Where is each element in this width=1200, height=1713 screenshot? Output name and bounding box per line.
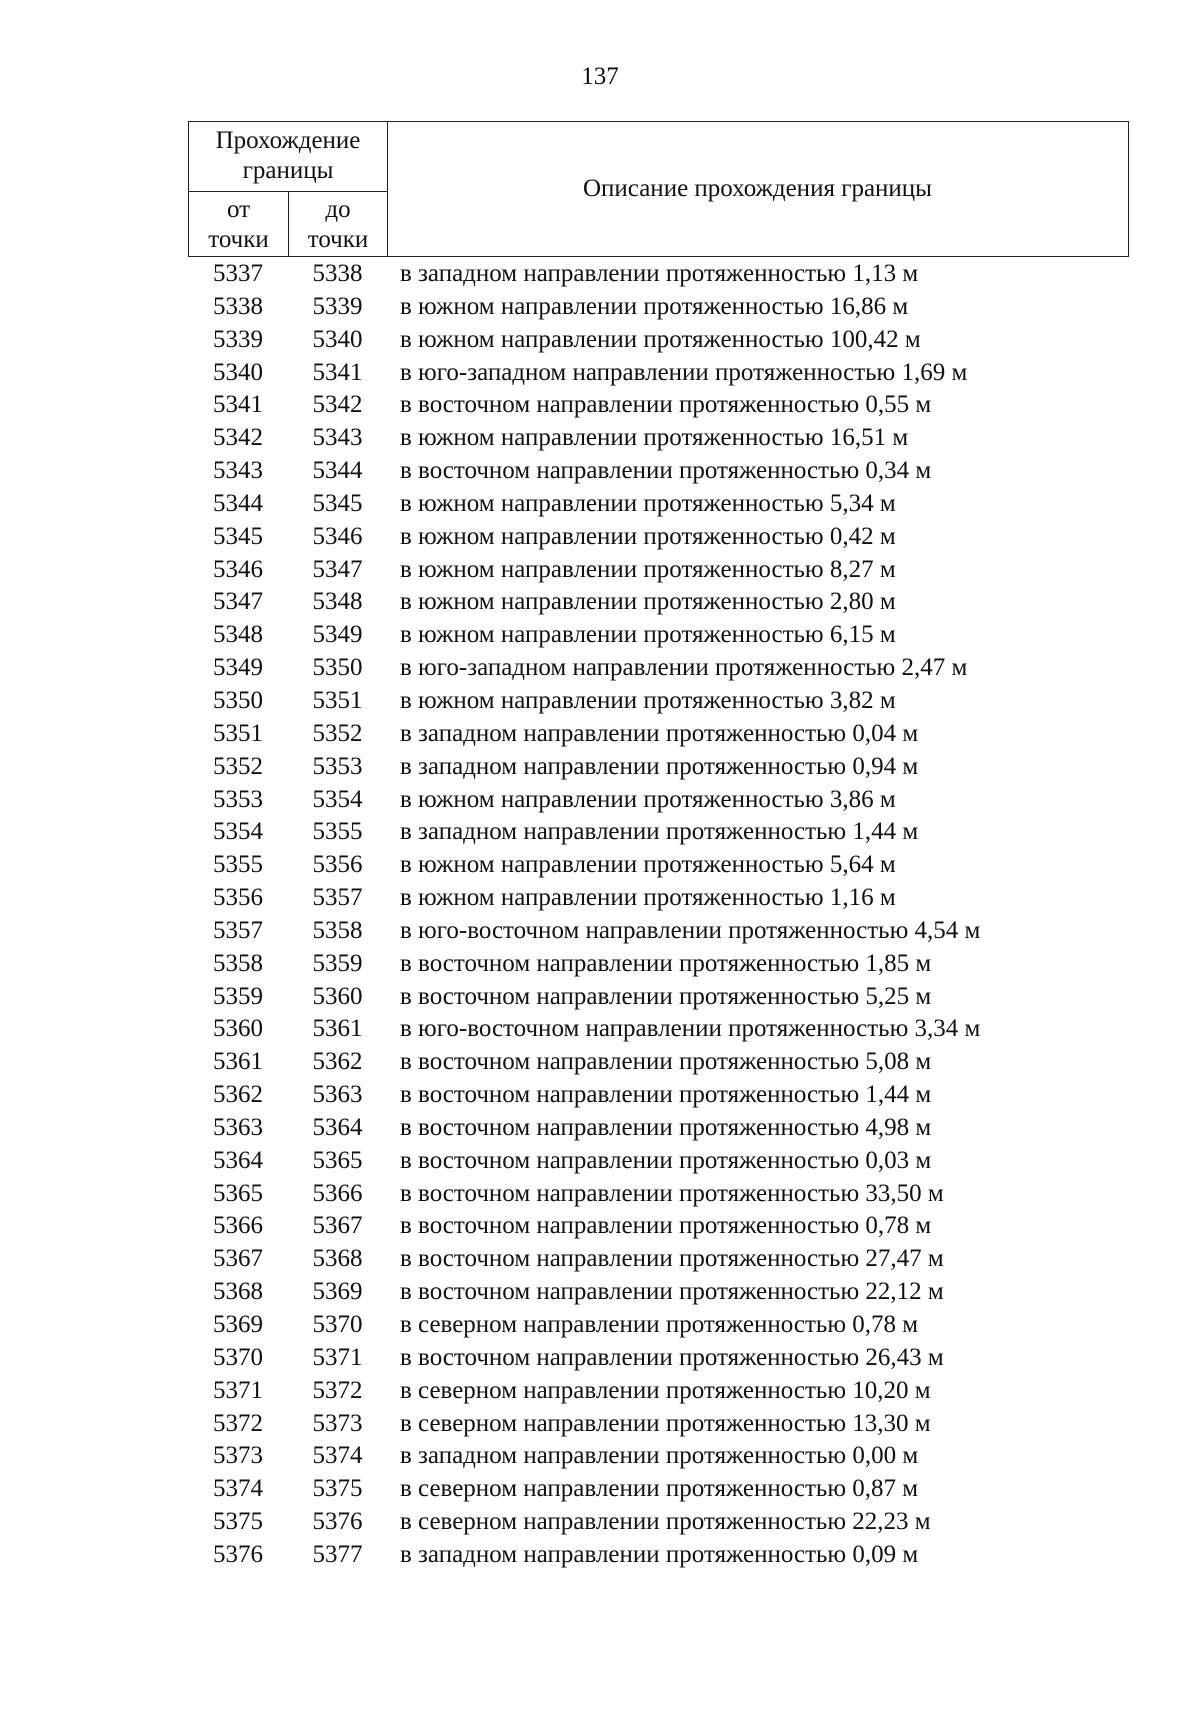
cell-description: в южном направлении протяженностью 16,86 м — [400, 292, 909, 320]
cell-description: в южном направлении протяженностью 8,27 м — [400, 555, 896, 583]
cell-to-point: 5355 — [312, 818, 363, 846]
cell-to-point: 5346 — [312, 522, 363, 550]
cell-to-point: 5351 — [312, 686, 363, 714]
cell-from-point: 5367 — [213, 1245, 263, 1273]
cell-from-point: 5356 — [213, 884, 263, 912]
cell-description: в южном направлении протяженностью 3,86 м — [400, 785, 896, 813]
table-row — [188, 357, 1128, 390]
cell-description: в восточном направлении протяженностью 0,03 м — [400, 1146, 932, 1174]
table-row — [188, 1408, 1128, 1441]
header-passage — [189, 122, 388, 192]
cell-description: в северном направлении протяженностью 10,20 м — [400, 1376, 931, 1404]
cell-description: в восточном направлении протяженностью 0,55 м — [400, 391, 932, 419]
table-row — [188, 849, 1128, 882]
table-row — [188, 751, 1128, 784]
table-row — [188, 882, 1128, 915]
table-row — [188, 1145, 1128, 1178]
table-row — [188, 685, 1128, 718]
cell-description: в восточном направлении протяженностью 0,34 м — [400, 457, 932, 485]
cell-from-point: 5351 — [213, 719, 263, 747]
table-row — [188, 981, 1128, 1014]
table-row — [188, 1506, 1128, 1539]
cell-description: в западном направлении протяженностью 0,04 м — [400, 719, 919, 747]
cell-description: в северном направлении протяженностью 22,23 м — [400, 1508, 931, 1536]
cell-description: в южном направлении протяженностью 16,51 м — [400, 424, 909, 452]
header-from-line2: точки — [208, 226, 269, 253]
table-row — [188, 291, 1128, 324]
table-row — [188, 389, 1128, 422]
cell-from-point: 5365 — [213, 1179, 263, 1207]
cell-description: в южном направлении протяженностью 100,42 м — [400, 325, 921, 353]
cell-to-point: 5354 — [312, 785, 363, 813]
cell-to-point: 5364 — [312, 1113, 363, 1141]
cell-description: в восточном направлении протяженностью 5,08 м — [400, 1048, 932, 1076]
cell-from-point: 5368 — [213, 1278, 263, 1306]
cell-to-point: 5375 — [312, 1475, 363, 1503]
header-to-line2: точки — [307, 226, 369, 253]
header-passage-line1: Прохождение — [215, 127, 361, 154]
cell-to-point: 5356 — [312, 851, 363, 879]
header-description: Описание прохождения границы — [583, 175, 932, 202]
cell-to-point: 5365 — [312, 1146, 363, 1174]
cell-from-point: 5360 — [213, 1015, 263, 1043]
header-from-line1: от — [226, 196, 251, 223]
table-row — [188, 1013, 1128, 1046]
cell-from-point: 5345 — [213, 522, 263, 550]
table-row — [188, 1276, 1128, 1309]
cell-to-point: 5347 — [312, 555, 363, 583]
cell-description: в юго-западном направлении протяженностью 1,69 м — [400, 358, 968, 386]
cell-from-point: 5359 — [213, 982, 263, 1010]
cell-to-point: 5340 — [312, 325, 363, 353]
cell-from-point: 5352 — [213, 752, 263, 780]
cell-from-point: 5337 — [213, 260, 263, 287]
cell-to-point: 5359 — [312, 949, 363, 977]
table-row — [188, 948, 1128, 981]
cell-from-point: 5341 — [213, 391, 263, 419]
table-row — [188, 1046, 1128, 1079]
cell-to-point: 5363 — [312, 1081, 363, 1109]
cell-description: в западном направлении протяженностью 1,44 м — [400, 818, 919, 846]
cell-description: в северном направлении протяженностью 0,78 м — [400, 1311, 919, 1338]
cell-from-point: 5338 — [213, 292, 263, 320]
cell-description: в южном направлении протяженностью 6,15 м — [400, 621, 896, 649]
cell-from-point: 5357 — [213, 916, 263, 944]
cell-from-point: 5372 — [213, 1409, 263, 1437]
cell-to-point: 5368 — [312, 1245, 363, 1273]
cell-to-point: 5373 — [312, 1409, 363, 1437]
cell-description: в южном направлении протяженностью 3,82 м — [400, 686, 896, 714]
cell-from-point: 5349 — [213, 654, 263, 682]
cell-from-point: 5354 — [213, 818, 263, 846]
cell-description: в восточном направлении протяженностью 26,43 м — [400, 1343, 944, 1371]
table-row — [188, 1440, 1128, 1473]
cell-from-point: 5348 — [213, 621, 263, 649]
cell-to-point: 5376 — [312, 1508, 363, 1536]
cell-from-point: 5363 — [213, 1113, 263, 1141]
cell-description: в южном направлении протяженностью 1,16 м — [400, 884, 896, 912]
cell-description: в юго-западном направлении протяженностью 2,47 м — [400, 654, 968, 682]
cell-to-point: 5371 — [312, 1343, 363, 1371]
table-row — [188, 1079, 1128, 1112]
table-row — [188, 554, 1128, 587]
cell-to-point: 5366 — [312, 1179, 363, 1207]
header-to-point — [289, 192, 388, 256]
cell-to-point: 5357 — [312, 884, 363, 912]
cell-description: в южном направлении протяженностью 2,80 м — [400, 588, 896, 616]
cell-from-point: 5369 — [213, 1311, 263, 1338]
cell-description: в северном направлении протяженностью 0,87 м — [400, 1475, 919, 1503]
cell-description: в западном направлении протяженностью 0,00 м — [400, 1442, 919, 1470]
table-row — [188, 422, 1128, 455]
table-row — [188, 1539, 1128, 1572]
table-row — [188, 1178, 1128, 1211]
cell-description: в южном направлении протяженностью 5,64 м — [400, 851, 896, 879]
table-row — [188, 652, 1128, 685]
cell-description: в восточном направлении протяженностью 27,47 м — [400, 1245, 944, 1273]
table-row — [188, 324, 1128, 357]
cell-to-point: 5348 — [312, 588, 363, 616]
table-row — [188, 619, 1128, 652]
cell-to-point: 5361 — [312, 1015, 363, 1043]
cell-to-point: 5362 — [312, 1048, 363, 1076]
table-row — [188, 1112, 1128, 1145]
cell-to-point: 5350 — [312, 654, 363, 682]
cell-description: в восточном направлении протяженностью 1,44 м — [400, 1081, 932, 1109]
cell-from-point: 5361 — [213, 1048, 263, 1076]
cell-to-point: 5341 — [312, 358, 363, 386]
table-body — [188, 258, 1128, 1572]
table-row — [188, 1309, 1128, 1342]
header-to-line1: до — [325, 196, 351, 223]
cell-from-point: 5366 — [213, 1212, 263, 1240]
table-row — [188, 915, 1128, 948]
header-passage-line2: границы — [242, 157, 334, 184]
cell-from-point: 5355 — [213, 851, 263, 879]
cell-to-point: 5344 — [312, 457, 363, 485]
cell-description: в юго-восточном направлении протяженностью 4,54 м — [400, 916, 981, 944]
cell-from-point: 5358 — [213, 949, 263, 977]
cell-from-point: 5376 — [213, 1540, 263, 1568]
table-row — [188, 455, 1128, 488]
cell-description: в западном направлении протяженностью 0,94 м — [400, 752, 919, 780]
cell-description: в западном направлении протяженностью 1,13 м — [400, 260, 919, 287]
table-row — [188, 1243, 1128, 1276]
cell-description: в юго-восточном направлении протяженностью 3,34 м — [400, 1015, 981, 1043]
cell-from-point: 5343 — [213, 457, 263, 485]
cell-to-point: 5360 — [312, 982, 363, 1010]
cell-to-point: 5345 — [312, 489, 363, 517]
table-row — [188, 521, 1128, 554]
cell-from-point: 5353 — [213, 785, 263, 813]
cell-to-point: 5342 — [312, 391, 363, 419]
cell-to-point: 5377 — [312, 1540, 363, 1568]
cell-from-point: 5350 — [213, 686, 263, 714]
cell-from-point: 5344 — [213, 489, 263, 517]
cell-from-point: 5339 — [213, 325, 263, 353]
cell-description: в восточном направлении протяженностью 1,85 м — [400, 949, 932, 977]
table-row — [188, 1473, 1128, 1506]
table-row — [188, 816, 1128, 849]
table-row — [188, 586, 1128, 619]
cell-from-point: 5347 — [213, 588, 263, 616]
cell-to-point: 5367 — [312, 1212, 363, 1240]
cell-description: в восточном направлении протяженностью 4,98 м — [400, 1113, 932, 1141]
cell-description: в восточном направлении протяженностью 22,12 м — [400, 1278, 944, 1306]
table-row — [188, 784, 1128, 817]
cell-from-point: 5374 — [213, 1475, 263, 1503]
cell-to-point: 5349 — [312, 621, 363, 649]
table-row — [188, 1375, 1128, 1408]
cell-to-point: 5358 — [312, 916, 363, 944]
table-row — [188, 258, 1128, 291]
cell-to-point: 5339 — [312, 292, 363, 320]
cell-description: в северном направлении протяженностью 13,30 м — [400, 1409, 931, 1437]
cell-description: в южном направлении протяженностью 5,34 м — [400, 489, 896, 517]
cell-from-point: 5371 — [213, 1376, 263, 1404]
cell-from-point: 5362 — [213, 1081, 263, 1109]
cell-description: в восточном направлении протяженностью 5,25 м — [400, 982, 932, 1010]
cell-to-point: 5374 — [312, 1442, 363, 1470]
cell-from-point: 5342 — [213, 424, 263, 452]
table-row — [188, 718, 1128, 751]
cell-to-point: 5370 — [312, 1311, 363, 1338]
cell-to-point: 5338 — [312, 260, 363, 287]
table-row — [188, 1342, 1128, 1375]
header-from-point — [189, 192, 289, 256]
cell-to-point: 5352 — [312, 719, 363, 747]
table-row — [188, 1210, 1128, 1243]
cell-to-point: 5372 — [312, 1376, 363, 1404]
cell-description: в южном направлении протяженностью 0,42 м — [400, 522, 896, 550]
cell-from-point: 5340 — [213, 358, 263, 386]
cell-description: в восточном направлении протяженностью 0,78 м — [400, 1212, 932, 1240]
cell-to-point: 5369 — [312, 1278, 363, 1306]
cell-from-point: 5364 — [213, 1146, 263, 1174]
table-row — [188, 488, 1128, 521]
page-number: 137 — [581, 63, 619, 90]
cell-from-point: 5370 — [213, 1343, 263, 1371]
cell-from-point: 5346 — [213, 555, 263, 583]
cell-description: в восточном направлении протяженностью 33,50 м — [400, 1179, 944, 1207]
cell-description: в западном направлении протяженностью 0,09 м — [400, 1540, 919, 1568]
table-header — [188, 121, 1129, 257]
cell-from-point: 5375 — [213, 1508, 263, 1536]
cell-from-point: 5373 — [213, 1442, 263, 1470]
cell-to-point: 5353 — [312, 752, 363, 780]
cell-to-point: 5343 — [312, 424, 363, 452]
